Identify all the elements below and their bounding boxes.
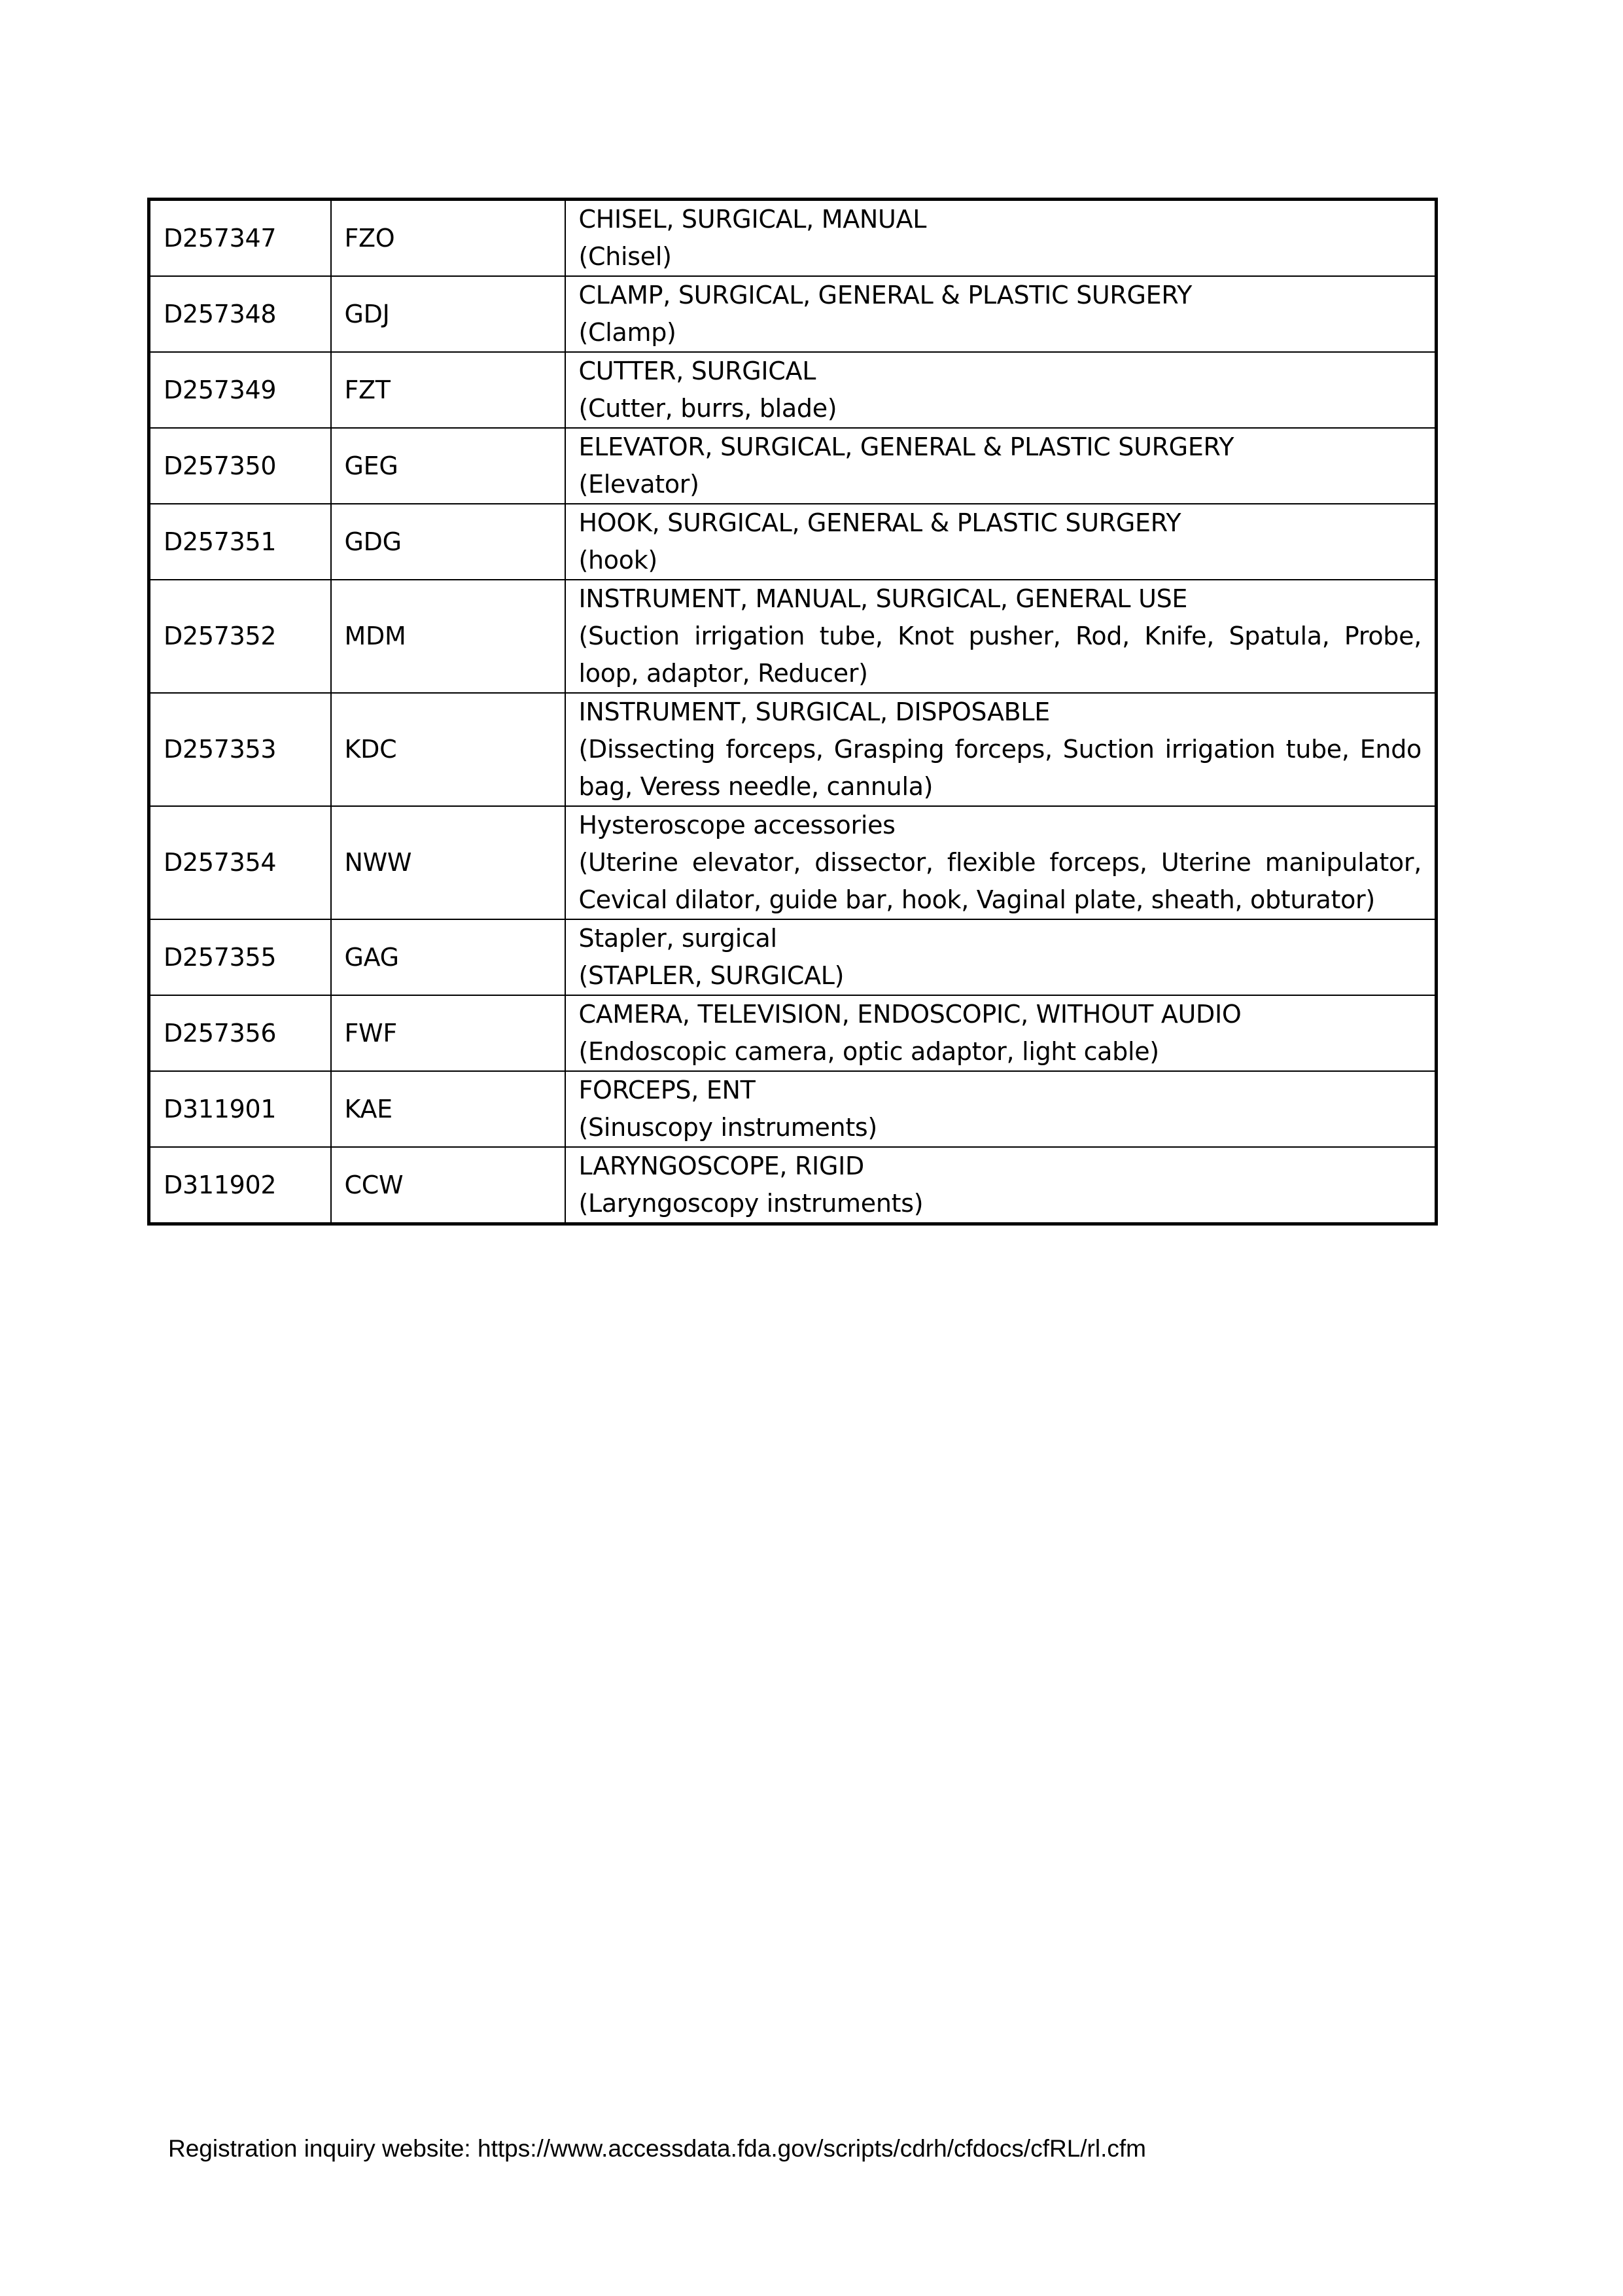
product-code-cell: GDG: [331, 504, 565, 580]
device-detail: (Laryngoscopy instruments): [578, 1189, 924, 1218]
device-detail: (Sinuscopy instruments): [578, 1113, 877, 1142]
device-name: INSTRUMENT, SURGICAL, DISPOSABLE: [578, 698, 1051, 726]
registration-footer: Registration inquiry website: https://www.accessdata.fda.gov/scripts/cdrh/cfdocs/cfRL/rl.cfm: [168, 2135, 1146, 2162]
device-listing-table: [147, 198, 1438, 1226]
table-row: [149, 276, 1437, 352]
product-code-cell: FZO: [331, 200, 565, 277]
owner-operator-number-cell: D257355: [149, 919, 331, 995]
product-code-cell: FZT: [331, 352, 565, 428]
device-description-cell: [565, 504, 1437, 580]
table-row: [149, 428, 1437, 504]
product-code-cell: FWF: [331, 995, 565, 1071]
table-row: [149, 919, 1437, 995]
device-name: CUTTER, SURGICAL: [578, 357, 816, 385]
owner-operator-number-cell: D257351: [149, 504, 331, 580]
table-row: [149, 580, 1437, 693]
table-row: [149, 200, 1437, 277]
table-body: [149, 200, 1437, 1224]
owner-operator-number-cell: D257356: [149, 995, 331, 1071]
device-detail: (Endoscopic camera, optic adaptor, light cable): [578, 1037, 1159, 1066]
device-detail: (hook): [578, 546, 657, 574]
device-description-cell: [565, 276, 1437, 352]
device-detail: (Cutter, burrs, blade): [578, 394, 837, 423]
table-row: [149, 806, 1437, 919]
owner-operator-number-cell: D257347: [149, 200, 331, 277]
product-code-cell: GAG: [331, 919, 565, 995]
device-detail: (Suction irrigation tube, Knot pusher, Rod, Knife, Spatula, Probe, loop, adaptor, Reducer): [578, 622, 1422, 688]
device-description-cell: [565, 580, 1437, 693]
device-detail: (STAPLER, SURGICAL): [578, 961, 845, 990]
device-name: ELEVATOR, SURGICAL, GENERAL & PLASTIC SURGERY: [578, 433, 1234, 461]
device-name: CAMERA, TELEVISION, ENDOSCOPIC, WITHOUT AUDIO: [578, 1000, 1242, 1029]
owner-operator-number-cell: D311901: [149, 1071, 331, 1147]
table-row: [149, 504, 1437, 580]
device-detail: (Clamp): [578, 318, 676, 347]
device-description-cell: [565, 1071, 1437, 1147]
product-code-cell: KDC: [331, 693, 565, 806]
table-row: [149, 693, 1437, 806]
table-row: [149, 1071, 1437, 1147]
product-code-cell: NWW: [331, 806, 565, 919]
product-code-cell: KAE: [331, 1071, 565, 1147]
device-name: CLAMP, SURGICAL, GENERAL & PLASTIC SURGERY: [578, 281, 1192, 309]
device-description-cell: [565, 1147, 1437, 1224]
device-description-cell: [565, 428, 1437, 504]
device-description-cell: [565, 995, 1437, 1071]
device-description-cell: [565, 919, 1437, 995]
device-detail: (Dissecting forceps, Grasping forceps, Suction irrigation tube, Endo bag, Veress needle, cannula): [578, 735, 1422, 801]
device-detail: (Elevator): [578, 470, 699, 499]
owner-operator-number-cell: D257348: [149, 276, 331, 352]
device-name: HOOK, SURGICAL, GENERAL & PLASTIC SURGERY: [578, 508, 1181, 537]
device-name: FORCEPS, ENT: [578, 1076, 756, 1104]
device-detail: (Chisel): [578, 242, 672, 271]
owner-operator-number-cell: D311902: [149, 1147, 331, 1224]
owner-operator-number-cell: D257350: [149, 428, 331, 504]
product-code-cell: CCW: [331, 1147, 565, 1224]
device-description-cell: [565, 693, 1437, 806]
device-name: CHISEL, SURGICAL, MANUAL: [578, 205, 927, 234]
device-description-cell: [565, 806, 1437, 919]
table-row: [149, 352, 1437, 428]
owner-operator-number-cell: D257352: [149, 580, 331, 693]
table-row: [149, 995, 1437, 1071]
device-name: LARYNGOSCOPE, RIGID: [578, 1152, 864, 1180]
table-row: [149, 1147, 1437, 1224]
product-code-cell: GEG: [331, 428, 565, 504]
device-description-cell: [565, 352, 1437, 428]
device-name: INSTRUMENT, MANUAL, SURGICAL, GENERAL USE: [578, 584, 1188, 613]
device-description-cell: [565, 200, 1437, 277]
owner-operator-number-cell: D257353: [149, 693, 331, 806]
device-detail: (Uterine elevator, dissector, flexible forceps, Uterine manipulator, Cevical dilator, guide bar, hook, Vaginal plate, sheath, obturator): [578, 848, 1422, 914]
owner-operator-number-cell: D257354: [149, 806, 331, 919]
product-code-cell: GDJ: [331, 276, 565, 352]
owner-operator-number-cell: D257349: [149, 352, 331, 428]
product-code-cell: MDM: [331, 580, 565, 693]
device-name: Hysteroscope accessories: [578, 811, 896, 839]
device-name: Stapler, surgical: [578, 924, 777, 953]
